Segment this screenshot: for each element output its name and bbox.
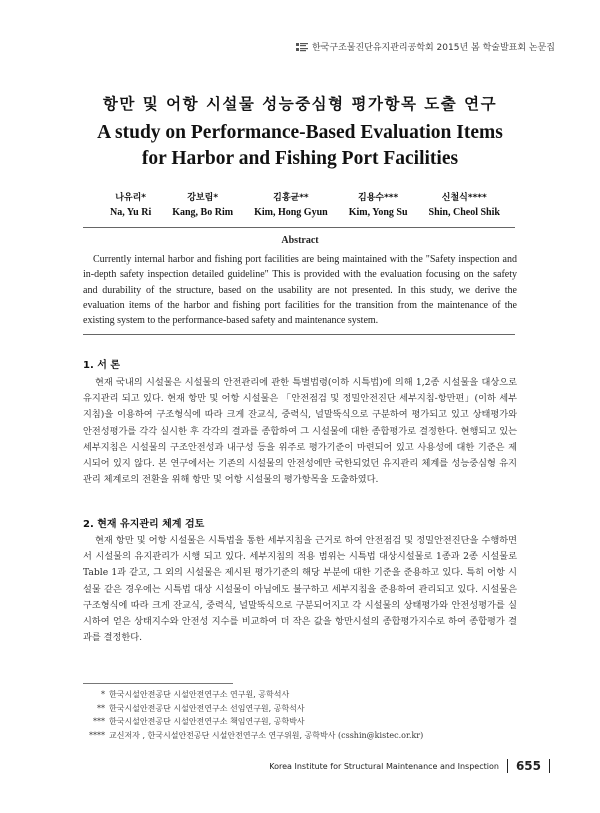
author [349,190,408,218]
author-list [110,190,500,218]
author-english-name: Shin, Cheol Shik [428,207,500,218]
document-list-icon [296,42,308,52]
section-body-maintenance-review: 현재 항만 및 어항 시설물은 시특법을 통한 세부지침을 근거로 하여 안전점검 및 정밀안전진단을 수행하면서 시설물의 유지관리가 시행 되고 있다. 세부지침의 적용 범위는 시특법 대상시설물로 1종과 2종 시설물로 Table 1과 같고, 그 외의 시설물은 제시된 평가기준의 해당 부분에 대한 기준을 준용하고 있다. 특히 어항 시설물 같은 경우에는 시특법 대상 시설물이 아님에도 불구하고 세부지침을 준용하여 관리되고 있다. 시설물은 구조형식에 따라 크게 잔교식, 중력식, 널말뚝식으로 구분되어지고 각 시설물의 상태평가와 안전성평가를 실시하여 얻은 상태지수와 안전성 지수를 비교하여 더 작은 값을 항만시설의 종합평가지수로 하여 종합평가 결과를 결정한다. [83,535,517,644]
author-korean-name: 김용수*** [358,193,399,203]
author-korean-name: 김홍균** [273,193,309,203]
footnote-text: 한국시설안전공단 시설안전연구소 연구원, 공학석사 [109,690,290,699]
page-footer [269,759,550,773]
footer-divider [549,759,550,773]
section-body-introduction: 현재 국내의 시설물은 시설물의 안전관리에 관한 특별법령(이하 시특법)에 의해 1,2종 시설물을 대상으로 유지관리 되고 있다. 현재 항만 및 어항 시설물은 「안전점검 및 정밀안전진단 세부지침-항만편」(이하 세부지침)을 이용하여 구조형식에 따라 크게 잔교식, 중력식, 널말뚝식으로 구분하여 평가되고 있고 상태평가와 안전성평가를 각각 실시한 후 각각의 결과를 종합하여 그 시설물에 대한 종합평가로 결정한다. 현행되고 있는 세부지침은 시설물의 구조안전성과 내구성 등을 위주로 평가기준이 마련되어 있고 사용성에 대한 기준은 제시되어 있지 않다. 본 연구에서는 기존의 시설물의 안전성에만 국한되었던 유지관리 체계를 성능중심형 유지관리 체계로의 전환을 위해 항만 및 어항 시설물의 평가항목을 도출하였다. [83,377,517,486]
footnote [83,688,517,702]
page-number: 655 [515,759,541,773]
conference-name: 한국구조물진단유지관리공학회 2015년 봄 학술발표회 논문집 [311,43,555,53]
author [172,190,233,218]
author-korean-name: 나유리* [115,193,146,203]
author-english-name: Na, Yu Ri [110,207,152,218]
footnote-mark: **** [89,730,105,740]
footnote-mark: *** [93,717,105,726]
footnote-mark: ** [97,703,105,713]
english-title-line-2: for Harbor and Fishing Port Facilities [141,148,459,169]
footnote-text: 교신저자 , 한국시설안전공단 시설안전연구소 연구위원, 공학박사 (csshin@kistec.or.kr) [109,730,424,740]
footnote [83,729,517,743]
section-heading-introduction: 1. 서 론 [83,360,121,371]
abstract-heading: Abstract [281,235,319,246]
footnote [83,715,517,729]
english-title-line-1: A study on Performance-Based Evaluation Items [97,122,503,143]
author-korean-name: 신철식**** [441,193,487,203]
author-korean-name: 강보림* [187,193,219,203]
section-heading-maintenance-review: 2. 현재 유지관리 체계 검토 [83,519,205,530]
author [110,190,151,218]
author-english-name: Kang, Bo Rim [172,207,234,218]
korean-title: 항만 및 어항 시설물 성능중심형 평가항목 도출 연구 [102,95,498,113]
journal-name: Korea Institute for Structural Maintenance and Inspection [269,761,499,771]
author-english-name: Kim, Yong Su [348,207,408,218]
footer-divider [507,759,508,773]
author-english-name: Kim, Hong Gyun [254,207,328,218]
footnote [83,702,517,716]
footnote-text: 한국시설안전공단 시설안전연구소 선임연구원, 공학석사 [109,703,305,713]
abstract-body: Currently internal harbor and fishing port facilities are being maintained with the "Safety inspection and in-depth safety inspection detailed guideline" This is provided with the evaluation focusing on the safety and durability of the structure, based on the usability are not presented. In this study, we derive the evaluation items of the harbor and fishing port facilities for the transition from the maintenance of the existing system to the performance-based safety and maintenance system. [83,254,517,327]
footnote-text: 한국시설안전공단 시설안전연구소 책임연구원, 공학박사 [109,717,305,726]
footnote-mark: * [101,690,105,699]
abstract-bottom-divider [83,334,515,335]
author [254,190,328,218]
footnotes [83,688,517,742]
running-header [296,40,555,53]
footnote-divider [83,683,233,684]
abstract-top-divider [83,227,515,228]
author [429,190,500,218]
